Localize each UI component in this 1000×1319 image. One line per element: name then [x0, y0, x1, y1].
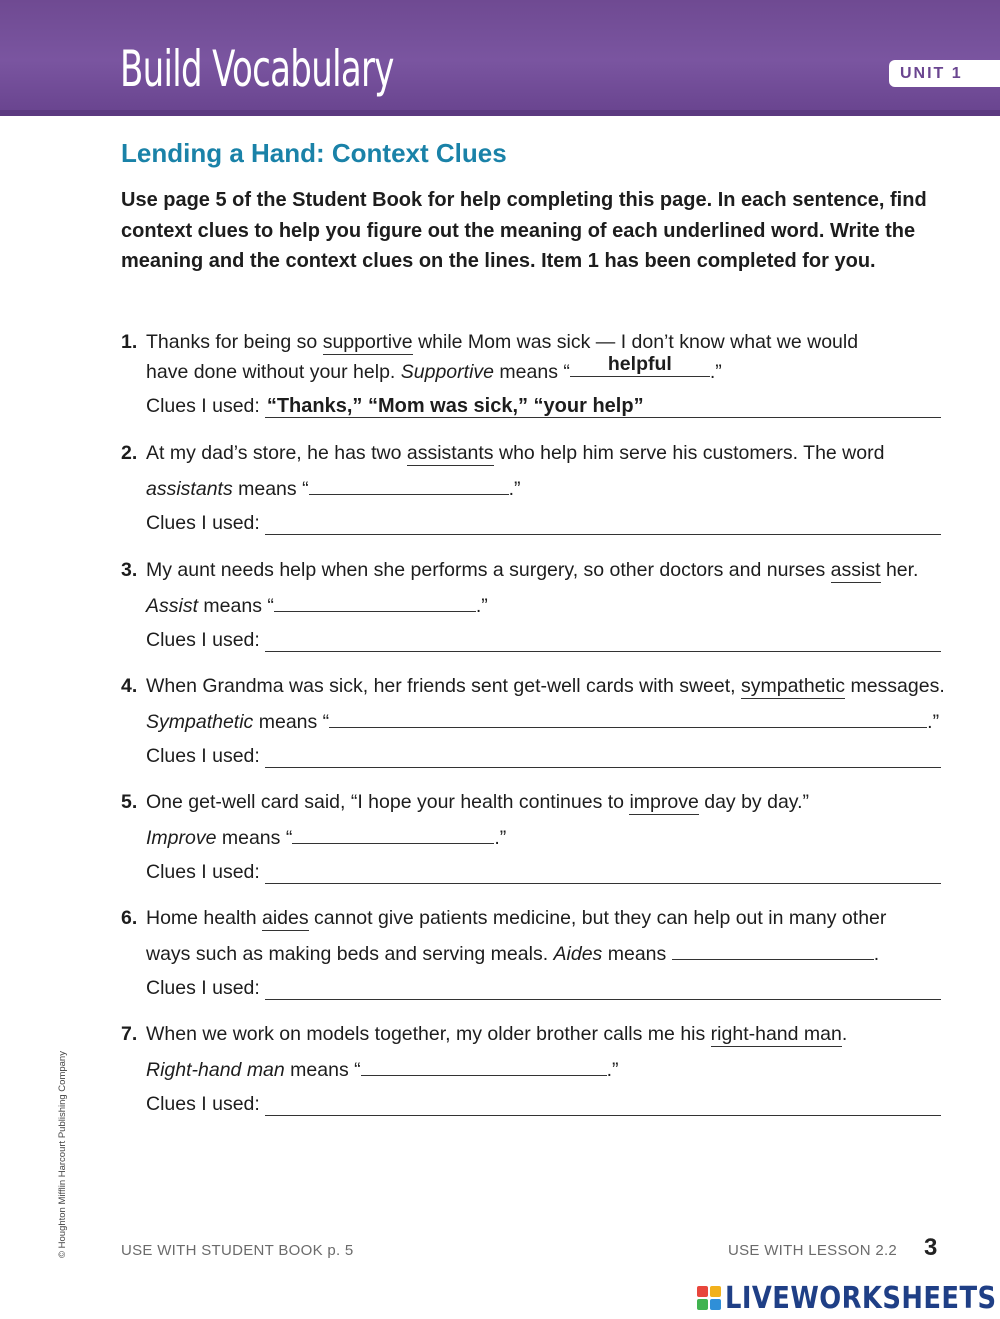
item-sentence: At my dad’s store, he has two assistants who help him serve his customers. The word — [146, 442, 885, 464]
clues-label: Clues I used: — [146, 395, 260, 417]
clues-label: Clues I used: — [146, 512, 260, 534]
clues-label: Clues I used: — [146, 1093, 260, 1115]
clues-row — [146, 977, 941, 1000]
clues-blank[interactable] — [265, 979, 941, 1000]
item-number: 7. — [121, 1023, 138, 1045]
underlined-word: sympathetic — [740, 675, 846, 697]
page-number: 3 — [924, 1234, 938, 1261]
footer-lesson: USE WITH LESSON 2.2 — [728, 1242, 898, 1259]
clues-row — [146, 861, 941, 884]
meaning-answer[interactable]: helpful — [570, 353, 710, 377]
header-stripe — [0, 110, 1000, 116]
unit-badge: UNIT 1 — [889, 60, 1000, 87]
clues-blank[interactable] — [265, 1095, 941, 1116]
meaning-blank[interactable] — [309, 480, 509, 495]
item-sentence: Home health aides cannot give patients medicine, but they can help out in many other — [146, 907, 887, 929]
clues-row — [146, 512, 941, 535]
item-number: 4. — [121, 675, 138, 697]
item-number: 5. — [121, 791, 138, 813]
clues-blank[interactable] — [265, 747, 941, 768]
item-sentence: When we work on models together, my older brother calls me his right-hand man. — [146, 1023, 848, 1045]
item-sentence: My aunt needs help when she performs a surgery, so other doctors and nurses assist her. — [146, 559, 919, 581]
meaning-blank[interactable] — [292, 829, 494, 844]
item-meaning-line: Improve means “ .” — [146, 827, 507, 849]
item-number: 1. — [121, 331, 138, 353]
item-meaning-line: Sympathetic means “ .” — [146, 711, 940, 733]
item-number: 3. — [121, 559, 138, 581]
item-meaning-line: have done without your help. Supportive means “ helpful .” — [146, 353, 722, 383]
item-meaning-line: ways such as making beds and serving meals. Aides means . — [146, 943, 880, 965]
clues-blank[interactable] — [265, 514, 941, 535]
meaning-blank[interactable] — [329, 713, 927, 728]
instructions: Use page 5 of the Student Book for help completing this page. In each sentence, find context clues to help you figure out the meaning of each underlined word. Write the meaning and the context clues on the lines. Item 1 has been completed for you. — [121, 189, 927, 272]
clues-answer[interactable]: “Thanks,” “Mom was sick,” “your help” — [265, 397, 941, 418]
clues-label: Clues I used: — [146, 745, 260, 767]
clues-blank[interactable] — [265, 863, 941, 884]
clues-row — [146, 745, 941, 768]
item-meaning-line: assistants means “ .” — [146, 478, 521, 500]
clues-label: Clues I used: — [146, 629, 260, 651]
item-sentence: Thanks for being so supportive while Mom was sick — I don’t know what we would — [146, 331, 859, 353]
item-sentence: When Grandma was sick, her friends sent get-well cards with sweet, sympathetic messages. — [146, 675, 945, 697]
page-title: Build Vocabulary — [120, 40, 394, 98]
item-sentence: One get-well card said, “I hope your health continues to improve day by day.” — [146, 791, 810, 813]
item-number: 2. — [121, 442, 138, 464]
section-title: Lending a Hand: Context Clues — [121, 138, 507, 168]
item-meaning-line: Right-hand man means “ .” — [146, 1059, 619, 1081]
underlined-word: assist — [830, 559, 881, 581]
meaning-blank[interactable] — [361, 1061, 607, 1076]
underlined-word: assistants — [406, 442, 494, 464]
underlined-word: right-hand man — [710, 1023, 842, 1045]
liveworksheets-icon — [697, 1286, 721, 1310]
liveworksheets-logo — [697, 1280, 1000, 1316]
clues-blank[interactable] — [265, 631, 941, 652]
underlined-word: improve — [629, 791, 699, 813]
brand-name: LIVEWORKSHEETS — [725, 1280, 997, 1316]
clues-row — [146, 395, 941, 418]
meaning-blank[interactable] — [274, 597, 476, 612]
clues-row — [146, 629, 941, 652]
footer-student-book: USE WITH STUDENT BOOK p. 5 — [121, 1242, 354, 1259]
underlined-word: supportive — [322, 331, 413, 353]
clues-label: Clues I used: — [146, 977, 260, 999]
item-number: 6. — [121, 907, 138, 929]
clues-row — [146, 1093, 941, 1116]
clues-label: Clues I used: — [146, 861, 260, 883]
meaning-blank[interactable] — [672, 945, 874, 960]
item-meaning-line: Assist means “ .” — [146, 595, 488, 617]
underlined-word: aides — [261, 907, 309, 929]
copyright-notice: © Houghton Mifflin Harcourt Publishing Company — [57, 1051, 68, 1258]
